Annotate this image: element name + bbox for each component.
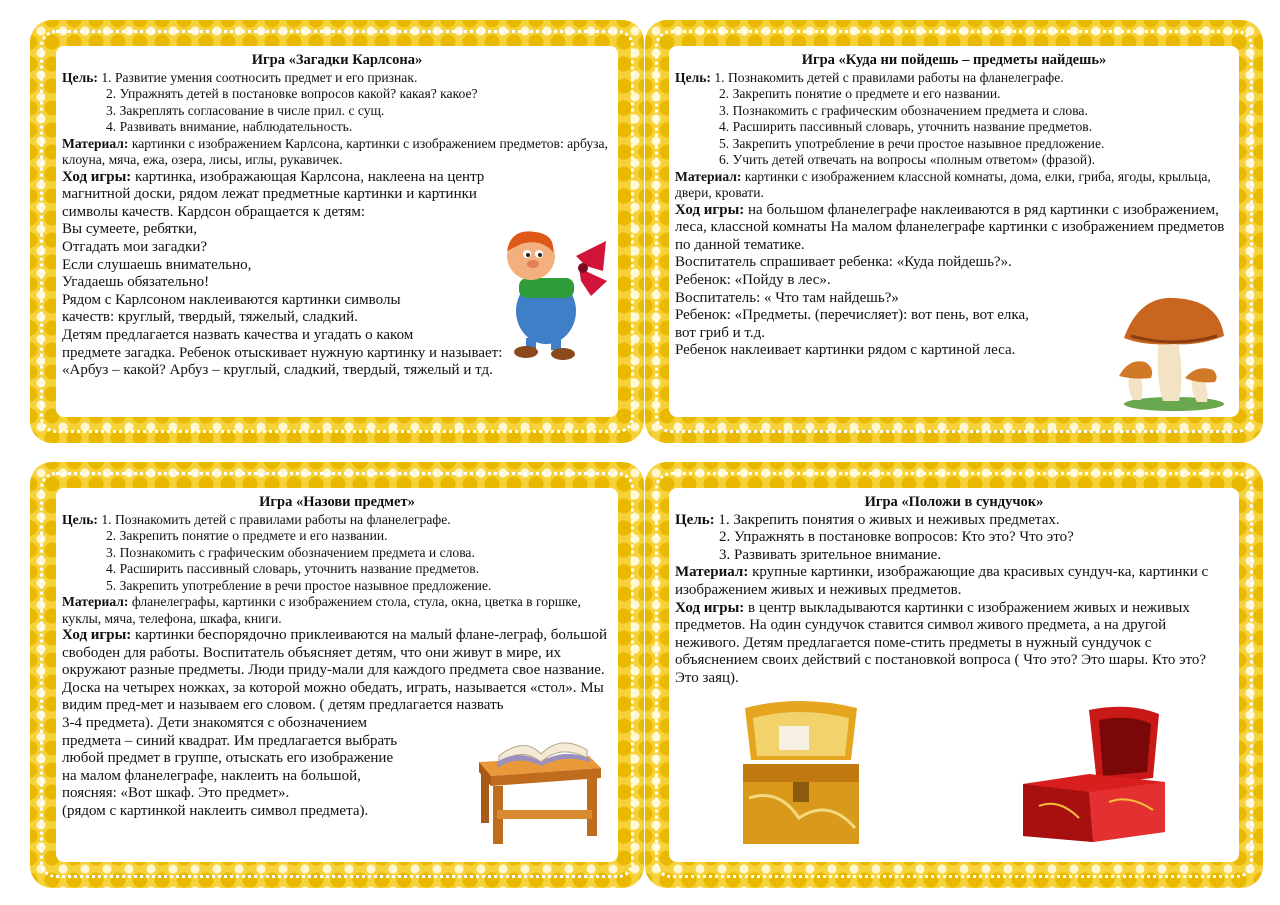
goal-item: 2. Упражнять в постановке вопросов: Кто это? Что это? <box>719 529 1074 546</box>
goal-item: 3. Развивать зрительное внимание. <box>719 546 942 563</box>
card-title: Игра «Назови предмет» <box>259 494 415 510</box>
text-line: поясняя: «Вот шкаф. Это предмет». <box>62 785 290 802</box>
goal-label: Цель: <box>62 511 98 527</box>
goal-item: 3. Познакомить с графическим обозначением предмета и слова. <box>106 544 475 560</box>
text-line: качеств: круглый, твердый, тяжелый, сладкий. <box>62 309 358 326</box>
goal-item: 2. Закрепить понятие о предмете и его названии. <box>106 528 388 544</box>
text-line: 3-4 предмета). Дети знакомятся с обозначением <box>62 715 368 732</box>
text-line: (рядом с картинкой наклеить символ предмета). <box>62 803 369 820</box>
karlson-illustration <box>491 226 611 361</box>
goal-item: 6. Учить детей отвечать на вопросы «полным ответом» (фразой). <box>719 152 1096 168</box>
text-line: Детям предлагается назвать качества и угадать о каком <box>62 326 414 343</box>
dialog-line: Ребенок: «Предметы. (перечисляет): вот пень, вот елка, <box>675 307 1029 324</box>
goal-item: 4. Развивать внимание, наблюдательность. <box>106 119 353 135</box>
material-label: Материал: <box>62 594 129 610</box>
poem-line: Отгадать мои загадки? <box>62 238 208 255</box>
text-line: Рядом с Карлсоном наклеиваются картинки символы <box>62 291 401 308</box>
goal-item: 5. Закрепить употребление в речи простое назывное предложение. <box>106 577 492 593</box>
goal-item: 3. Познакомить с графическим обозначением предмета и слова. <box>719 102 1088 118</box>
dialog-line: Ребенок наклеивает картинки рядом с картиной леса. <box>675 342 1016 359</box>
card-title: Игра «Куда ни пойдешь – предметы найдешь» <box>801 52 1107 68</box>
game-text: на большом фланелеграфе наклеиваются в ряд картинки с изображением, леса, классной комнаты На малом фланелеграфе картинки с изображением предметов по данной тематике. <box>675 201 1225 253</box>
poem-line: Вы сумеете, ребятки, <box>62 221 198 238</box>
game-label: Ход игры: <box>675 201 745 218</box>
goal-item: 1. Познакомить детей с правилами работы на фланелеграфе. <box>714 69 1064 85</box>
text-line: на малом фланелеграфе, наклеить на большой, <box>62 767 361 784</box>
card-content <box>669 488 1239 862</box>
goal-label: Цель: <box>675 69 711 85</box>
goal-item: 5. Закрепить употребление в речи простое назывное предложение. <box>719 135 1105 151</box>
mushroom-illustration <box>1119 296 1229 411</box>
goal-item: 1. Познакомить детей с правилами работы на фланелеграфе. <box>101 511 451 527</box>
game-label: Ход игры: <box>62 168 132 185</box>
material-label: Материал: <box>675 168 742 184</box>
card-content <box>669 46 1239 417</box>
material-text: крупные картинки, изображающие два красивых сундуч-ка, картинки с изображением живых и неживых предметов. <box>675 564 1209 598</box>
dialog-line: вот гриб и т.д. <box>675 324 765 341</box>
card-content <box>56 46 618 417</box>
card-title: Игра «Положи в сундучок» <box>864 494 1044 510</box>
text-line: предмете загадка. Ребенок отыскивает нужную картинку и называет: <box>62 344 503 361</box>
goal-item: 4. Расширить пассивный словарь, уточнить название предметов. <box>719 119 1093 135</box>
goal-item: 3. Закреплять согласование в числе прил. с сущ. <box>106 102 385 118</box>
material-text: картинки с изображением Карлсона, картинки с изображением предметов: арбуза, клоуна, мяча, ежа, озера, лисы, иглы, рукавичек. <box>62 135 608 168</box>
book-on-table-illustration <box>469 728 609 848</box>
golden-chest-illustration <box>739 698 864 848</box>
goal-item: 1. Закрепить понятия о живых и неживых предметах. <box>718 511 1060 528</box>
red-chest-illustration <box>1019 706 1169 846</box>
goal-label: Цель: <box>62 69 98 85</box>
material-label: Материал: <box>675 564 749 581</box>
material-text: фланелеграфы, картинки с изображением стола, стула, окна, цветка в горшке, куклы, мяча, телефона, шкафа, книги. <box>62 594 581 626</box>
game-card-wherever <box>645 20 1263 443</box>
dialog-line: Ребенок: «Пойду в лес». <box>675 271 831 288</box>
dialog-line: Воспитатель: « Что там найдешь?» <box>675 289 899 306</box>
card-title: Игра «Загадки Карлсона» <box>251 52 423 68</box>
game-card-chest <box>645 462 1263 888</box>
dialog-line: Воспитатель спрашивает ребенка: «Куда пойдешь?». <box>675 254 1012 271</box>
poem-line: Угадаешь обязательно! <box>62 274 210 291</box>
card-content <box>56 488 618 862</box>
text-line: предмета – синий квадрат. Им предлагается выбрать <box>62 732 398 749</box>
text-line: «Арбуз – какой? Арбуз – круглый, сладкий, твердый, тяжелый и тд. <box>62 362 493 379</box>
goal-item: 2. Упражнять детей в постановке вопросов какой? какая? какое? <box>106 86 478 102</box>
card-text <box>675 494 1233 688</box>
poem-line: Если слушаешь внимательно, <box>62 256 252 273</box>
goal-item: 4. Расширить пассивный словарь, уточнить название предметов. <box>106 561 480 577</box>
game-label: Ход игры: <box>675 599 745 616</box>
text-line: любой предмет в группе, отыскать его изображение <box>62 750 394 767</box>
game-card-name-object <box>30 462 644 888</box>
material-text: картинки с изображением классной комнаты, дома, елки, гриба, ягоды, крыльца, двери, кровати. <box>675 168 1211 201</box>
game-card-karlson <box>30 20 644 443</box>
goal-item: 1. Развитие умения соотносить предмет и его признак. <box>101 69 418 85</box>
game-text: в центр выкладываются картинки с изображением живых и неживых предметов. На один сундучок ставится символ живого предмета, а на другой неживого. Детям предлагается поме-стить предметы в нужный сундучок с объяснением своих действий с постановкой вопроса ( Что это? Это шары. Кто это? Это заяц). <box>675 599 1207 686</box>
goal-label: Цель: <box>675 511 715 528</box>
goal-item: 2. Закрепить понятие о предмете и его названии. <box>719 86 1001 102</box>
game-text: картинка, изображающая Карлсона, наклеена на центр магнитной доски, рядом лежат предметные картинки и картинки символы качеств. Кардсон обращается к детям: <box>62 168 485 220</box>
material-label: Материал: <box>62 135 129 151</box>
game-label: Ход игры: <box>62 627 132 644</box>
game-text: картинки беспорядочно приклеиваются на малый флане-леграф, большой свободен для работы. Воспитатель объясняет детям, что они живут в мире, их окружают разные предметы. Люди приду-мали для каждого предмета свое название. Доска на четырех ножках, за которой можно обедать, играть, называется «стол». Мы видим пред-мет и называем его словом. ( детям предлагается назвать <box>62 627 608 714</box>
